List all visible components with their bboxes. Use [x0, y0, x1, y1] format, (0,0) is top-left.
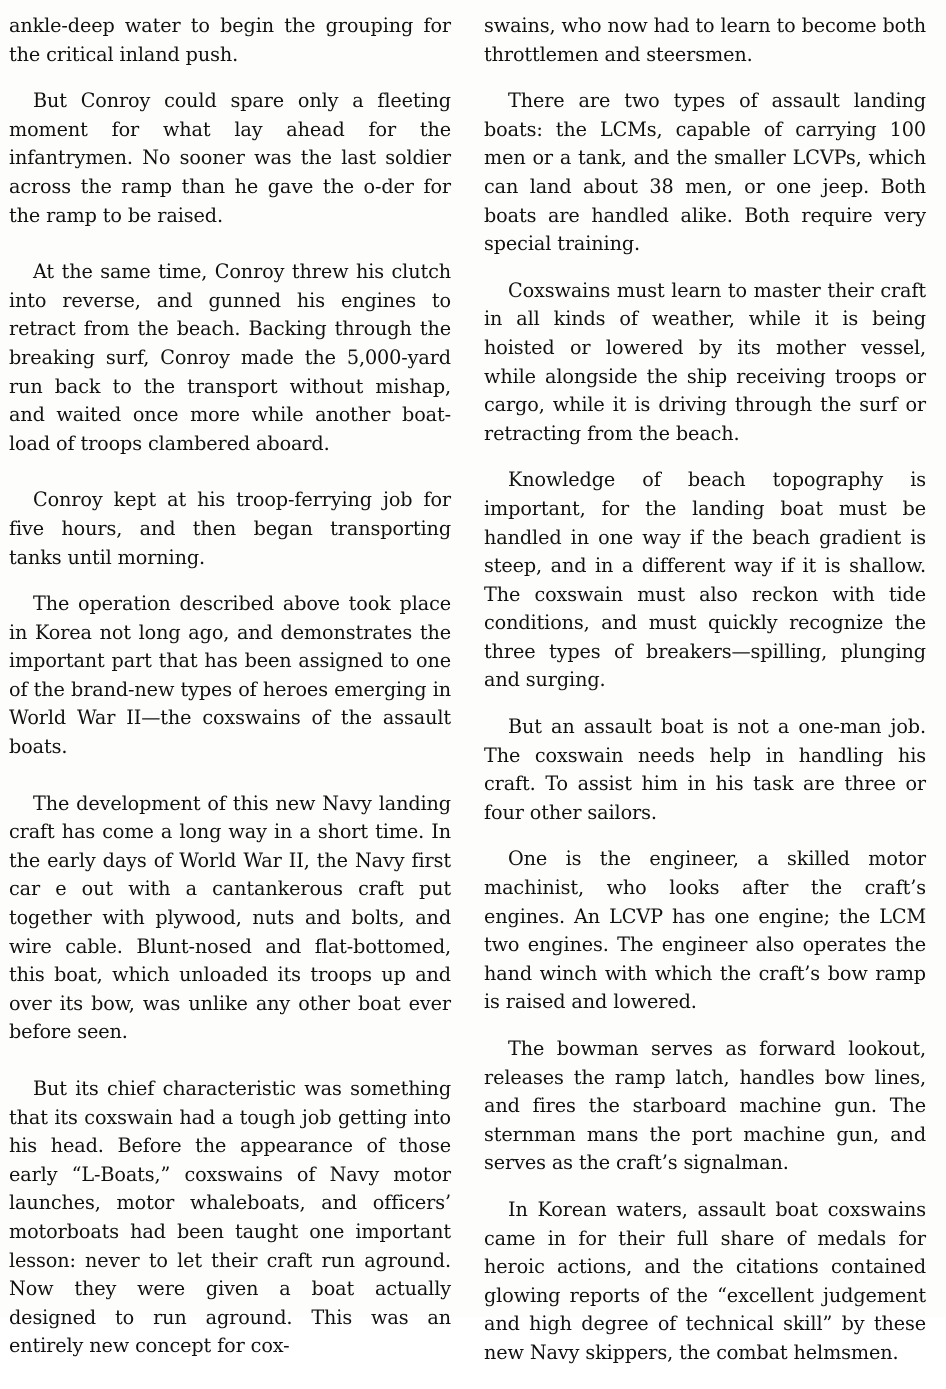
- left-column: [9, 12, 451, 1389]
- paragraph: The operation described above took place in Korea not long ago, and demonstrates the important part that has been assigned to one of the brand-new types of heroes emerging in World War II—the coxswains of the assault boats.: [9, 592, 451, 759]
- paragraph: Knowledge of beach topography is important, for the landing boat must be handled in one way if the beach gradient is steep, and in a different way if it is shallow. The coxswain must also reckon with tide conditions, and must quickly recognize the three types of breakers—spilling, plunging and surging.: [484, 468, 926, 692]
- paragraph: But Conroy could spare only a fleeting moment for what lay ahead for the infantrymen. No sooner was the last soldier across the ramp than he gave the o-der for the ramp to be raised.: [9, 89, 451, 227]
- paragraph: Coxswains must learn to master their craft in all kinds of weather, while it is being hoisted or lowered by its mother vessel, while alongside the ship receiving troops or cargo, while it is driving through the surf or retracting from the beach.: [484, 278, 926, 445]
- paragraph: At the same time, Conroy threw his clutch into reverse, and gunned his engines to retract from the beach. Backing through the breaking surf, Conroy made the 5,000-yard run back to the transport without mishap, and waited once more while another boat-load of troops clambered aboard.: [9, 260, 451, 455]
- paragraph: But an assault boat is not a one-man job. The coxswain needs help in handling his craft. To assist him in his task are three or four other sailors.: [484, 715, 926, 824]
- paragraph: Conroy kept at his troop-ferrying job for five hours, and then began transporting tanks until morning.: [9, 488, 451, 569]
- paragraph: But its chief characteristic was something that its coxswain had a tough job getting into his head. Before the appearance of those early “L-Boats,” coxswains of Navy motor launches, motor whaleboats, and officers’ motorboats had been taught one important lesson: never to let their craft run aground. Now they were given a boat actually designed to run aground. This was an entirely new concept for cox-: [9, 1077, 451, 1358]
- paragraph: There are two types of assault landing boats: the LCMs, capable of carrying 100 men or a tank, and the smaller LCVPs, which can land about 38 men, or one jeep. Both boats are handled alike. Both require very special training.: [484, 89, 926, 256]
- paragraph: In Korean waters, assault boat coxswains came in for their full share of medals for heroic actions, and the citations contained glowing reports of the “excellent judgement and high degree of technical skill” by these new Navy skippers, the combat helmsmen.: [484, 1197, 926, 1364]
- right-column: [484, 12, 926, 1386]
- paragraph: swains, who now had to learn to become both throttlemen and steersmen.: [484, 14, 926, 66]
- paragraph: The development of this new Navy landing craft has come a long way in a short time. In the early days of World War II, the Navy first car e out with a cantankerous craft put together with plywood, nuts and bolts, and wire cable. Blunt-nosed and flat-bottomed, this boat, which unloaded its troops up and over its bow, was unlike any other boat ever before seen.: [9, 791, 451, 1044]
- paragraph: ankle-deep water to begin the grouping for the critical inland push.: [9, 14, 451, 66]
- paragraph: The bowman serves as forward lookout, releases the ramp latch, handles bow lines, and fires the starboard machine gun. The sternman mans the port machine gun, and serves as the craft’s signalman.: [484, 1037, 926, 1175]
- paragraph: One is the engineer, a skilled motor machinist, who looks after the craft’s engines. An LCVP has one engine; the LCM two engines. The engineer also operates the hand winch with which the craft’s bow ramp is raised and lowered.: [484, 847, 926, 1014]
